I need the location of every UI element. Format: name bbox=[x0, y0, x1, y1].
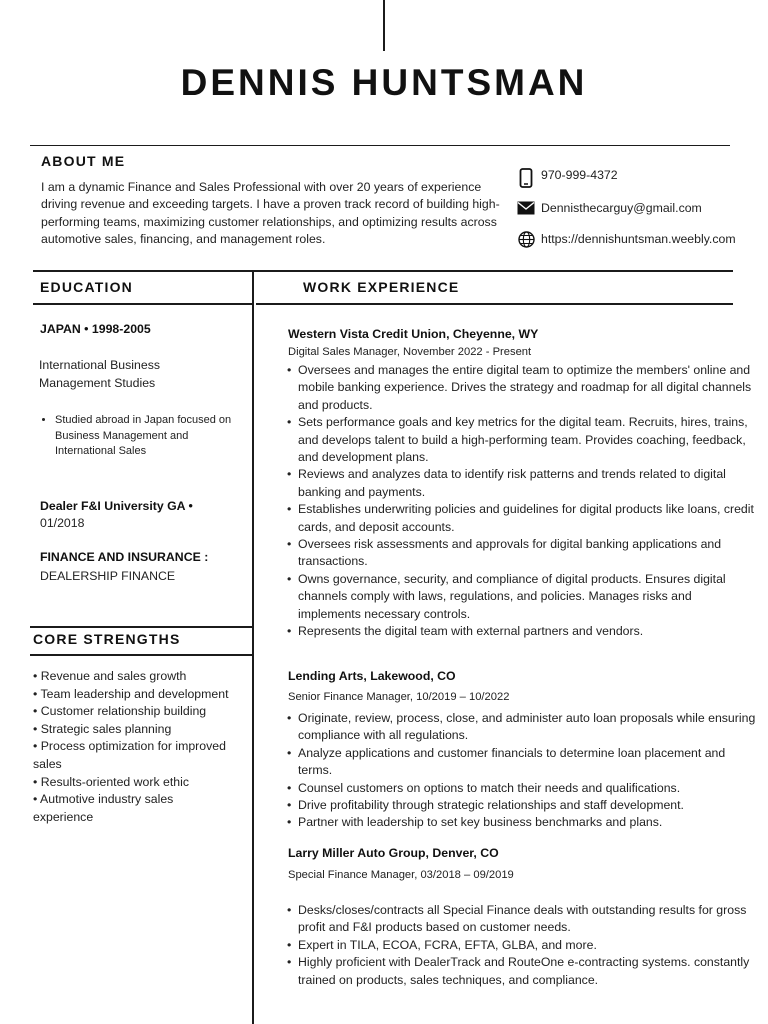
education-detail-item: • Studied abroad in Japan focused on Business Management and International Sales bbox=[55, 413, 240, 460]
about-text: I am a dynamic Finance and Sales Professional with over 20 years of experience driving revenue and exceeding targets. I have a proven track record of building high-performing teams, maximizing customer relationships, and optimizing results across automotive sales, financing, and management roles. bbox=[41, 180, 500, 246]
education-title: EDUCATION bbox=[40, 279, 133, 295]
job-bullets bbox=[287, 902, 757, 989]
job-bullet: • Partner with leadership to set key business benchmarks and plans. bbox=[287, 814, 757, 831]
strengths-header-divider bbox=[30, 654, 252, 656]
job-bullet: • Represents the digital team with external partners and vendors. bbox=[287, 623, 757, 640]
job-company: Western Vista Credit Union, Cheyenne, WY bbox=[288, 327, 539, 341]
job-bullet: • Reviews and analyzes data to identify risk patterns and trends related to digital banking and payments. bbox=[287, 466, 757, 501]
job-bullet: • Owns governance, security, and compliance of digital products. Ensures digital channels comply with laws, regulations, and policies. Manages risks and implements necessary controls. bbox=[287, 571, 757, 623]
job-role: Digital Sales Manager, November 2022 - Present bbox=[288, 346, 532, 358]
strengths-list: • Revenue and sales growth • Team leadership and development • Customer relationship building • Strategic sales planning • Process optimization for improved sales • Results-oriented work ethic • Autmotive industry sales experience bbox=[33, 669, 229, 824]
job-bullet: • Drive profitability through strategic relationships and staff development. bbox=[287, 797, 757, 814]
section-header-divider-left bbox=[33, 303, 252, 305]
column-divider bbox=[252, 270, 254, 1024]
header-divider bbox=[30, 145, 730, 146]
job-bullet: • Originate, review, process, close, and administer auto loan proposals while ensuring compliance with all regulations. bbox=[287, 710, 757, 745]
job-bullets bbox=[287, 710, 757, 832]
contact-website bbox=[517, 230, 736, 248]
job-role: Special Finance Manager, 03/2018 – 09/2019 bbox=[288, 869, 514, 881]
phone-text: 970-999-4372 bbox=[541, 168, 618, 182]
education-sub-finance: DEALERSHIP FINANCE bbox=[40, 569, 176, 583]
contact-email bbox=[517, 199, 702, 217]
section-top-divider bbox=[33, 270, 733, 272]
education-heading-dealer: Dealer F&I University GA • bbox=[40, 499, 193, 513]
job-role: Senior Finance Manager, 10/2019 – 10/2022 bbox=[288, 691, 510, 703]
education-heading-japan: JAPAN • 1998-2005 bbox=[40, 322, 151, 336]
job-company: Larry Miller Auto Group, Denver, CO bbox=[288, 846, 499, 860]
education-program: International Business Management Studies bbox=[39, 358, 160, 390]
job-bullet: • Highly proficient with DealerTrack and RouteOne e-contracting systems. constantly trained on products, sales techniques, and compliance. bbox=[287, 954, 757, 989]
contact-phone bbox=[517, 169, 618, 187]
about-title: ABOUT ME bbox=[41, 153, 126, 169]
job-bullet: • Oversees and manages the entire digital team to optimize the members' online and mobile banking experience. Drives the strategy and roadmap for all digital channels and products. bbox=[287, 362, 757, 414]
globe-icon bbox=[517, 230, 535, 248]
resume-name: DENNIS HUNTSMAN bbox=[180, 62, 588, 103]
job-bullet: • Counsel customers on options to match their needs and qualifications. bbox=[287, 780, 757, 797]
email-link[interactable]: Dennisthecarguy@gmail.com bbox=[541, 201, 702, 215]
section-header-divider-right bbox=[256, 303, 733, 305]
job-bullets bbox=[287, 362, 757, 641]
education-heading-finance: FINANCE AND INSURANCE : bbox=[40, 550, 209, 564]
job-bullet: • Establishes underwriting policies and guidelines for digital products like loans, credit cards, and deposit accounts. bbox=[287, 501, 757, 536]
strengths-title: CORE STRENGTHS bbox=[33, 631, 181, 647]
website-link[interactable]: https://dennishuntsman.weebly.com bbox=[541, 232, 736, 246]
work-title: WORK EXPERIENCE bbox=[303, 279, 460, 295]
strengths-top-divider bbox=[30, 626, 252, 628]
education-date-dealer: 01/2018 bbox=[40, 516, 85, 530]
job-bullet: • Sets performance goals and key metrics for the digital team. Recruits, hires, trains, and develops talent to build a high-performing team. Provides coaching, feedback, and development plans. bbox=[287, 414, 757, 466]
header-top-divider bbox=[383, 0, 385, 51]
job-bullet: • Desks/closes/contracts all Special Finance deals with outstanding results for gross profit and F&I products based on customer needs. bbox=[287, 902, 757, 937]
job-bullet: • Oversees risk assessments and approvals for digital banking applications and transactions. bbox=[287, 536, 757, 571]
education-details bbox=[40, 413, 240, 460]
mail-icon bbox=[517, 199, 535, 217]
job-bullet: • Expert in TILA, ECOA, FCRA, EFTA, GLBA, and more. bbox=[287, 937, 757, 954]
job-bullet: • Analyze applications and customer financials to determine loan placement and terms. bbox=[287, 745, 757, 780]
job-company: Lending Arts, Lakewood, CO bbox=[288, 669, 456, 683]
phone-icon bbox=[517, 169, 535, 187]
